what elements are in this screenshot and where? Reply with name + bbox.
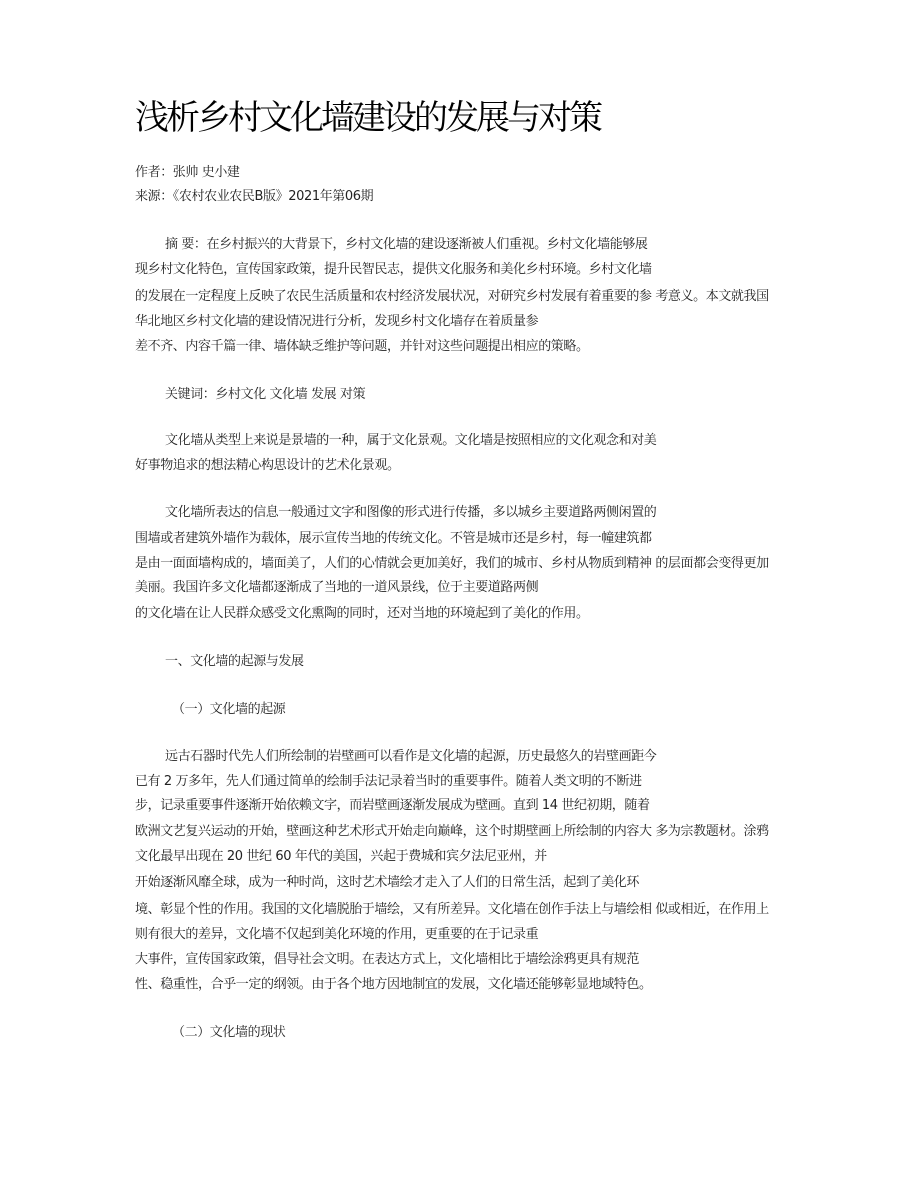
paragraph-line: 步，记录重要事件逐渐开始依赖文字，而岩壁画逐渐发展成为壁画。直到 14 世纪初期，随着 bbox=[135, 798, 650, 813]
paragraph-line: 是由一面面墙构成的，墙面美了，人们的心情就会更加美好，我们的城市、乡村从物质到精神 的层面都会变得更加 bbox=[135, 556, 769, 571]
paragraph-line: 性、稳重性，合乎一定的纲领。由于各个地方因地制宜的发展，文化墙还能够彰显地域特色。 bbox=[135, 977, 652, 992]
paragraph-line: 则有很大的差异，文化墙不仅起到美化环境的作用，更重要的在于记录重 bbox=[135, 927, 539, 942]
paragraph-line: 欧洲文艺复兴运动的开始，壁画这种艺术形式开始走向巅峰，这个时期壁画上所绘制的内容大 多为宗教题材。涂鸦 bbox=[135, 824, 769, 839]
author-line: 作者：张帅 史小建 bbox=[135, 165, 240, 180]
subsection-heading: （一）文化墙的起源 bbox=[172, 702, 286, 717]
section-heading: 一、文化墙的起源与发展 bbox=[165, 654, 304, 669]
paragraph-line: 文化最早出现在 20 世纪 60 年代的美国，兴起于费城和宾夕法尼亚州，并 bbox=[135, 849, 547, 864]
abstract-line: 差不齐、内容千篇一律、墙体缺乏维护等问题，并针对这些问题提出相应的策略。 bbox=[135, 339, 589, 354]
page-title: 浅析乡村文化墙建设的发展与对策 bbox=[135, 98, 600, 138]
paragraph-line: 远古石器时代先人们所绘制的岩壁画可以看作是文化墙的起源，历史最悠久的岩壁画距今 bbox=[165, 749, 657, 764]
subsection-heading: （二）文化墙的现状 bbox=[172, 1025, 286, 1040]
paragraph-line: 大事件，宣传国家政策，倡导社会文明。在表达方式上，文化墙相比于墙绘涂鸦更具有规范 bbox=[135, 952, 640, 967]
paragraph-line: 已有 2 万多年，先人们通过简单的绘制手法记录着当时的重要事件。随着人类文明的不断进 bbox=[135, 774, 642, 789]
abstract-line: 摘 要：在乡村振兴的大背景下，乡村文化墙的建设逐渐被人们重视。乡村文化墙能够展 bbox=[165, 237, 648, 252]
paragraph-line: 文化墙从类型上来说是景墙的一种，属于文化景观。文化墙是按照相应的文化观念和对美 bbox=[165, 433, 657, 448]
paragraph-line: 围墙或者建筑外墙作为载体，展示宣传当地的传统文化。不管是城市还是乡村，每一幢建筑都 bbox=[135, 531, 652, 546]
abstract-line: 华北地区乡村文化墙的建设情况进行分析，发现乡村文化墙存在着质量参 bbox=[135, 314, 539, 329]
abstract-line: 现乡村文化特色，宣传国家政策，提升民智民志，提供文化服务和美化乡村环境。乡村文化墙 bbox=[135, 262, 652, 277]
keywords-line: 关键词：乡村文化 文化墙 发展 对策 bbox=[165, 387, 366, 402]
paragraph-line: 美丽。我国许多文化墙都逐渐成了当地的一道风景线，位于主要道路两侧 bbox=[135, 580, 539, 595]
abstract-line: 的发展在一定程度上反映了农民生活质量和农村经济发展状况，对研究乡村发展有着重要的参 考意义。本文就我国 bbox=[135, 289, 769, 304]
source-line: 来源：《农村农业农民B版》2021年第06期 bbox=[135, 189, 374, 204]
paragraph-line: 好事物追求的想法精心构思设计的艺术化景观。 bbox=[135, 458, 400, 473]
paragraph-line: 文化墙所表达的信息一般通过文字和图像的形式进行传播，多以城乡主要道路两侧闲置的 bbox=[165, 505, 657, 520]
paragraph-line: 的文化墙在让人民群众感受文化熏陶的同时，还对当地的环境起到了美化的作用。 bbox=[135, 606, 589, 621]
paragraph-line: 开始逐渐风靡全球，成为一种时尚，这时艺术墙绘才走入了人们的日常生活，起到了美化环 bbox=[135, 875, 640, 890]
paragraph-line: 境、彰显个性的作用。我国的文化墙脱胎于墙绘，又有所差异。文化墙在创作手法上与墙绘相 似或相近，在作用上 bbox=[135, 902, 769, 917]
